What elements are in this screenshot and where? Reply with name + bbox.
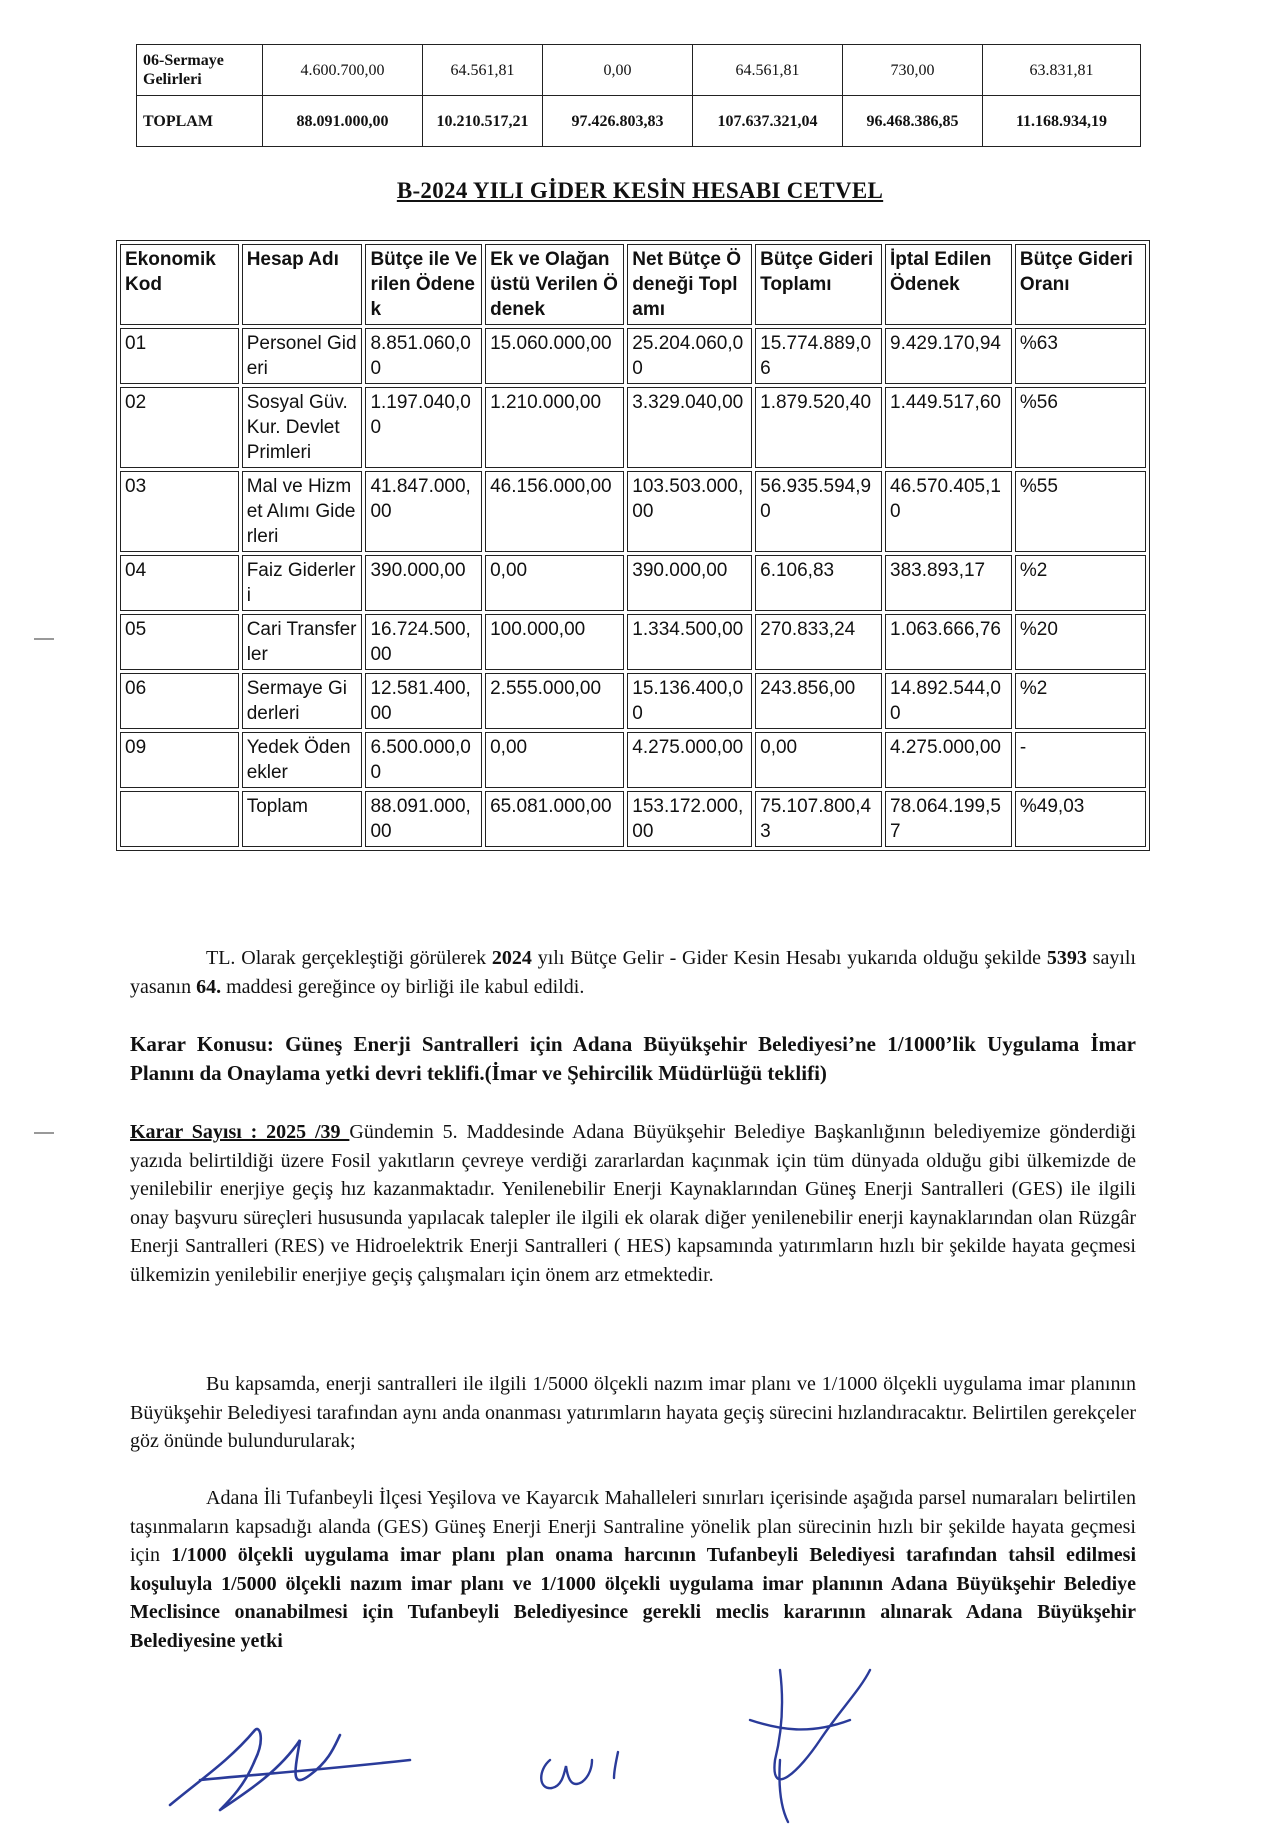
row-label: TOPLAM [137, 96, 263, 147]
table-cell: 14.892.544,00 [885, 673, 1012, 729]
table-cell: 15.774.889,06 [755, 328, 882, 384]
table-cell: 390.000,00 [627, 555, 752, 611]
signature-3-icon [740, 1650, 880, 1826]
table-row [120, 614, 1146, 670]
table-cell: 06 [120, 673, 239, 729]
table-cell: 12.581.400,00 [365, 673, 482, 729]
scope-paragraph: Bu kapsamda, enerji santralleri ile ilgili 1/5000 ölçekli nazım imar planı ve 1/1000 ölçekli uygulama imar planının Büyükşehir Belediyesi tarafından aynı anda onanması yatırımların hayata geçiş sürecini hızlandıracaktır. Belirtilen gerekçeler göz önünde bulundurularak; [130, 1373, 1136, 1452]
table-cell: 88.091.000,00 [263, 96, 423, 147]
column-header: Bütçe Gideri Toplamı [755, 244, 882, 325]
table-cell: 103.503.000,00 [627, 471, 752, 552]
signature-2-icon [530, 1730, 640, 1810]
table-cell: 78.064.199,57 [885, 791, 1012, 847]
table-cell: 88.091.000,00 [365, 791, 482, 847]
paragraph-bold: 2024 [491, 947, 532, 969]
table-cell: 96.468.386,85 [843, 96, 983, 147]
table-cell: 1.063.666,76 [885, 614, 1012, 670]
decision-number: Karar Sayısı : 2025 /39 [130, 1121, 350, 1143]
table-cell: 65.081.000,00 [485, 791, 624, 847]
paragraph-text: Gündemin 5. Maddesinde Adana Büyükşehir Belediye Başkanlığının belediyemize gönderdiği yazıda belirtildiği üzere Fosil yakıtların çevreye verdiği zararlardan kaçınmak için tüm dünyada olduğu gibi ülkemizde de yenilebilir enerjiye geçiş hız kazanmaktadır. Yenilenebilir Enerji Kaynaklarından Güneş Enerji Santralleri (GES) ile ilgili onay başvuru süreçleri hususunda yapılacak talepler ile ilgili ek olarak diğer yenilenebilir enerji kaynaklarından olan Rüzgâr Enerji Santralleri (RES) ve Hidroelektrik Enerji Santralleri ( HES) kapsamında yatırımların hızlı bir şekilde hayata geçmesi ülkemizin yenilebilir enerjiye geçiş çalışmaları için önem arz etmektedir. [130, 1121, 1137, 1286]
table-cell: 04 [120, 555, 239, 611]
table-cell: Mal ve Hizmet Alımı Giderleri [242, 471, 363, 552]
signature-1-icon [160, 1700, 420, 1820]
table-row [120, 732, 1146, 788]
table-cell: %20 [1015, 614, 1146, 670]
table-cell: %56 [1015, 387, 1146, 468]
table-cell: 6.500.000,00 [365, 732, 482, 788]
table-cell [120, 791, 239, 847]
margin-mark [34, 638, 54, 640]
row-label: 06-Sermaye Gelirleri [137, 45, 263, 96]
table-cell: 2.555.000,00 [485, 673, 624, 729]
table-cell: Faiz Giderleri [242, 555, 363, 611]
table-cell: 0,00 [543, 45, 693, 96]
table-cell: Sermaye Giderleri [242, 673, 363, 729]
table-row [120, 328, 1146, 384]
acceptance-paragraph [130, 944, 1136, 1001]
table-cell: 97.426.803,83 [543, 96, 693, 147]
table-cell: 1.197.040,00 [365, 387, 482, 468]
table-cell: 15.136.400,00 [627, 673, 752, 729]
table-cell: 4.275.000,00 [885, 732, 1012, 788]
table-cell: 1.449.517,60 [885, 387, 1012, 468]
expense-table [116, 240, 1150, 851]
column-header: Ekonomik Kod [120, 244, 239, 325]
table-cell: 02 [120, 387, 239, 468]
table-cell: 01 [120, 328, 239, 384]
table-row [120, 673, 1146, 729]
column-header: Hesap Adı [242, 244, 363, 325]
table-cell: 75.107.800,43 [755, 791, 882, 847]
table-row [120, 791, 1146, 847]
table-cell: 6.106,83 [755, 555, 882, 611]
paragraph-text: TL. Olarak gerçekleştiği görülerek [206, 947, 492, 969]
table-cell: Toplam [242, 791, 363, 847]
decision-body [130, 1118, 1136, 1289]
table-cell: 390.000,00 [365, 555, 482, 611]
table-cell: 03 [120, 471, 239, 552]
table-cell: 270.833,24 [755, 614, 882, 670]
table-cell: 243.856,00 [755, 673, 882, 729]
table-cell: 1.334.500,00 [627, 614, 752, 670]
paragraph-text: yılı Bütçe Gelir - Gider Kesin Hesabı yukarıda olduğu şekilde [531, 947, 1047, 969]
table-cell: %2 [1015, 673, 1146, 729]
table-cell: 730,00 [843, 45, 983, 96]
table-cell: 10.210.517,21 [423, 96, 543, 147]
table-row [120, 471, 1146, 552]
column-header: Bütçe ile Verilen Ödenek [365, 244, 482, 325]
column-header: Bütçe Gideri Oranı [1015, 244, 1146, 325]
paragraph-bold: 5393 [1046, 947, 1087, 969]
table-cell: 0,00 [485, 732, 624, 788]
paragraph-text: sayılı yasanın [130, 947, 1136, 998]
table-cell: Cari Transferler [242, 614, 363, 670]
paragraph-bold: 64. [196, 975, 222, 998]
table-cell: 383.893,17 [885, 555, 1012, 611]
table-cell: 4.600.700,00 [263, 45, 423, 96]
table-cell: 46.156.000,00 [485, 471, 624, 552]
column-header: Net Bütçe Ödeneği Toplamı [627, 244, 752, 325]
column-header: Ek ve Olağanüstü Verilen Ödenek [485, 244, 624, 325]
table-cell: 25.204.060,00 [627, 328, 752, 384]
revenue-table [136, 44, 1141, 147]
paragraph-text: maddesi gereğince oy birliği ile kabul edildi. [221, 975, 585, 998]
table-row [137, 45, 1141, 96]
table-cell: - [1015, 732, 1146, 788]
table-cell: Personel Gideri [242, 328, 363, 384]
table-cell: %2 [1015, 555, 1146, 611]
table-row [120, 555, 1146, 611]
table-cell: 107.637.321,04 [693, 96, 843, 147]
table-cell: 64.561,81 [693, 45, 843, 96]
paragraph-text: Adana İli Tufanbeyli İlçesi Yeşilova ve Kayarcık Mahalleleri sınırları içerisinde aşağıda parsel numaraları belirtilen taşınmaların kapsadığı alanda (GES) Güneş Enerji Enerji Santraline yönelik plan sürecinin hızlı bir şekilde hayata geçmesi için [130, 1487, 1136, 1566]
table-cell: 4.275.000,00 [627, 732, 752, 788]
table-cell: %55 [1015, 471, 1146, 552]
table-row [120, 387, 1146, 468]
table-cell: 9.429.170,94 [885, 328, 1012, 384]
parcel-paragraph [130, 1484, 1136, 1655]
table-cell: 56.935.594,90 [755, 471, 882, 552]
table-header-row [120, 244, 1146, 325]
table-row [137, 96, 1141, 147]
section-heading: B-2024 YILI GİDER KESİN HESABI CETVEL [396, 178, 884, 203]
table-cell: 64.561,81 [423, 45, 543, 96]
table-cell: 15.060.000,00 [485, 328, 624, 384]
table-cell: 05 [120, 614, 239, 670]
table-cell: 09 [120, 732, 239, 788]
table-cell: 3.329.040,00 [627, 387, 752, 468]
table-cell: 153.172.000,00 [627, 791, 752, 847]
table-cell: Yedek Ödenekler [242, 732, 363, 788]
table-cell: 63.831,81 [983, 45, 1141, 96]
column-header: İptal Edilen Ödenek [885, 244, 1012, 325]
decision-subject: Karar Konusu: Güneş Enerji Santralleri için Adana Büyükşehir Belediyesi’ne 1/1000’lik Uygulama İmar Planını da Onaylama yetki devri teklifi.(İmar ve Şehircilik Müdürlüğü teklifi) [130, 1032, 1136, 1085]
table-cell: 16.724.500,00 [365, 614, 482, 670]
table-cell: 8.851.060,00 [365, 328, 482, 384]
table-cell: 1.210.000,00 [485, 387, 624, 468]
table-cell: 46.570.405,10 [885, 471, 1012, 552]
table-cell: 100.000,00 [485, 614, 624, 670]
table-cell: Sosyal Güv. Kur. Devlet Primleri [242, 387, 363, 468]
table-cell: %49,03 [1015, 791, 1146, 847]
table-cell: 11.168.934,19 [983, 96, 1141, 147]
paragraph-bold: 1/1000 ölçekli uygulama imar planı plan onama harcının Tufanbeyli Belediyesi tarafından tahsil edilmesi koşuluyla 1/5000 ölçekli nazım imar planı ve 1/1000 ölçekli uygulama imar planının Adana Büyükşehir Belediye Meclisince onanabilmesi için Tufanbeyli Belediyesince gerekli meclis kararının alınarak Adana Büyükşehir Belediyesine yetki [130, 1544, 1136, 1652]
table-cell: 41.847.000,00 [365, 471, 482, 552]
table-cell: 0,00 [755, 732, 882, 788]
table-cell: 1.879.520,40 [755, 387, 882, 468]
margin-mark [34, 1132, 54, 1134]
table-cell: 0,00 [485, 555, 624, 611]
table-cell: %63 [1015, 328, 1146, 384]
